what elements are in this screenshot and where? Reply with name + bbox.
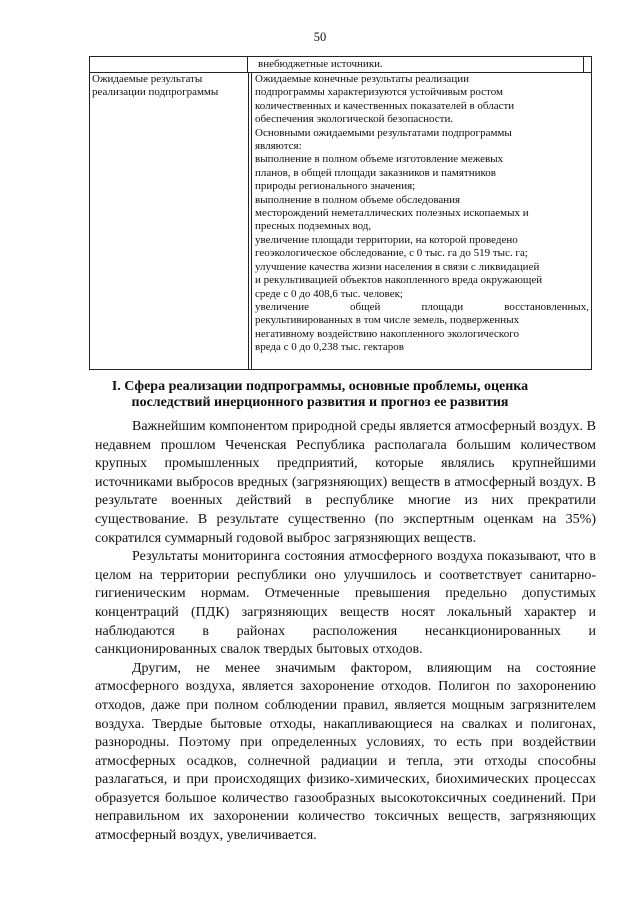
table-body-line: вреда с 0 до 0,238 тыс. гектаров: [255, 341, 404, 354]
page-number: 50: [313, 30, 327, 44]
table-row-body: [255, 73, 589, 355]
table-column-divider-inner: [251, 73, 252, 370]
paragraph: Другим, не менее значимым фактором, влияющим на состояние атмосферного воздуха, является захоронение отходов. Полигон по захоронению отходов, даже при полном соблюдении правил, является мощным загрязнителем воздуха. Твердые бытовые отходы, накапливающиеся на свалках и полигонах, разнородны. Поэтому при определенных условиях, то есть при воздействии атмосферных осадков, солнечной радиации и тепла, эти отходы способны разлагаться, и при происходящих физико-химических, биохимических процессах образуется большое количество газообразных высокотоксичных соединений. При неправильном их захоронении количество токсичных веществ, загрязняющих атмосферный воздух, увеличивается.: [95, 660, 596, 844]
table-body-line: Ожидаемые конечные результаты реализации: [255, 73, 469, 85]
table-body-line: природы регионального значения;: [255, 180, 416, 193]
paragraph: Результаты мониторинга состояния атмосферного воздуха показывают, что в целом на территории республики оно улучшилось и соответствует санитарно-гигиеническим нормам. Отмеченные превышения предельно допустимых концентраций (ПДК) загрязняющих веществ носят локальный характер и наблюдаются в районах расположения несанкционированных и санкционированных свалок твердых бытовых отходов.: [95, 549, 596, 658]
table-body-line: улучшение качества жизни населения в связи с ликвидацией: [255, 260, 540, 273]
table-row-label: Ожидаемые результаты реализации подпрограммы: [92, 73, 219, 99]
table-body-line: выполнение в полном объеме изготовление межевых: [255, 153, 504, 166]
table-body-line: месторождений неметаллических полезных ископаемых и: [255, 207, 529, 220]
table-body-line: планов, в общей площади заказников и памятников: [255, 166, 496, 179]
table-top-row-left-cell: [90, 57, 248, 72]
table-body-line: среде с 0 до 408,6 тыс. человек;: [255, 287, 403, 300]
table-body-line: геоэкологическое обследование, с 0 тыс. га до 519 тыс. га;: [255, 247, 528, 260]
table-column-divider: [248, 73, 249, 370]
table-body-line: количественных и качественных показателей в области: [255, 99, 515, 112]
program-table: [89, 56, 592, 370]
table-body-line: Основными ожидаемыми результатами подпрограммы: [255, 126, 512, 139]
body-text: [95, 418, 596, 846]
table-top-row: [90, 57, 591, 73]
table-body-line: являются:: [255, 140, 302, 153]
table-body-line: и рекультивацией объектов накопленного вреда окружающей: [255, 274, 543, 287]
table-body-line: рекультивированных в том числе земель, подверженных: [255, 314, 520, 327]
table-top-row-text: внебюджетные источники.: [250, 57, 584, 72]
table-body-line: увеличение общей площади восстановленных,: [255, 300, 589, 313]
table-body-line: увеличение площади территории, на которой проведено: [255, 233, 518, 246]
section-heading: I. Сфера реализации подпрограммы, основные проблемы, оценка последствий инерционного развития и прогноз ее развития: [111, 379, 529, 410]
table-body-line: подпрограммы характеризуются устойчивым ростом: [255, 86, 503, 99]
paragraph: Важнейшим компонентом природной среды является атмосферный воздух. В недавнем прошлом Чеченская Республика располагала большим количеством крупных промышленных предприятий, которые являлись крупнейшими источниками выбросов вредных (загрязняющих) веществ в атмосферный воздух. В результате военных действий в республике многие из них прекратили существование. В результате существенно (по экспертным оценкам на 35%) сократился суммарный годовой выброс загрязняющих веществ.: [95, 419, 596, 546]
table-body-line: обеспечения экологической безопасности.: [255, 113, 454, 126]
table-body-line: выполнение в полном объеме обследования: [255, 193, 461, 206]
table-body-line: пресных подземных вод,: [255, 220, 372, 233]
table-body-line: негативному воздействию накопленного экологического: [255, 327, 519, 340]
